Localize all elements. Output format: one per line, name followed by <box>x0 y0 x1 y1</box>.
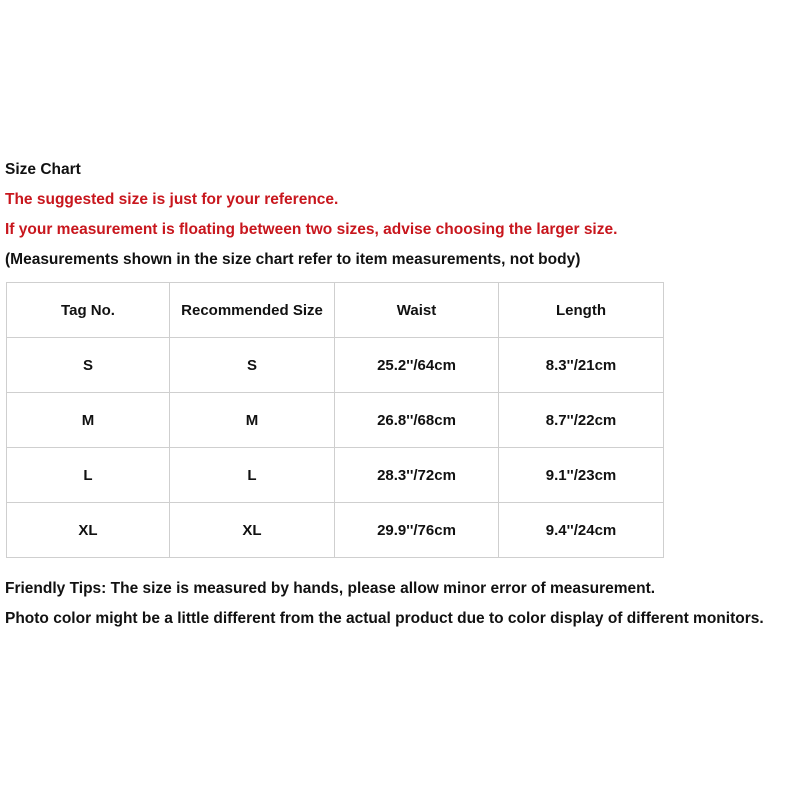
cell-tag: S <box>7 338 170 393</box>
cell-length: 9.1''/23cm <box>499 448 664 503</box>
cell-waist: 28.3''/72cm <box>335 448 499 503</box>
cell-recommended-size: M <box>170 393 335 448</box>
cell-recommended-size: L <box>170 448 335 503</box>
measurement-note: (Measurements shown in the size chart refer to item measurements, not body) <box>5 251 581 268</box>
friendly-tip-measurement: Friendly Tips: The size is measured by hands, please allow minor error of measurement. <box>5 580 656 597</box>
header-length: Length <box>499 283 664 338</box>
cell-length: 8.7''/22cm <box>499 393 664 448</box>
header-tag-no: Tag No. <box>7 283 170 338</box>
cell-waist: 26.8''/68cm <box>335 393 499 448</box>
table-row <box>7 448 664 503</box>
cell-length: 8.3''/21cm <box>499 338 664 393</box>
table-header-row <box>7 283 664 338</box>
cell-waist: 25.2''/64cm <box>335 338 499 393</box>
cell-tag: L <box>7 448 170 503</box>
size-chart-table <box>6 282 664 558</box>
cell-recommended-size: S <box>170 338 335 393</box>
reference-note: The suggested size is just for your reference. <box>5 191 339 208</box>
header-recommended-size: Recommended Size <box>170 283 335 338</box>
cell-recommended-size: XL <box>170 503 335 558</box>
table-row <box>7 393 664 448</box>
cell-tag: XL <box>7 503 170 558</box>
table-row <box>7 338 664 393</box>
cell-waist: 29.9''/76cm <box>335 503 499 558</box>
sizing-advice-note: If your measurement is floating between two sizes, advise choosing the larger size. <box>5 221 618 238</box>
page-title: Size Chart <box>5 161 81 178</box>
friendly-tip-color: Photo color might be a little different from the actual product due to color display of different monitors. <box>5 610 764 627</box>
header-waist: Waist <box>335 283 499 338</box>
cell-length: 9.4''/24cm <box>499 503 664 558</box>
cell-tag: M <box>7 393 170 448</box>
table-row <box>7 503 664 558</box>
